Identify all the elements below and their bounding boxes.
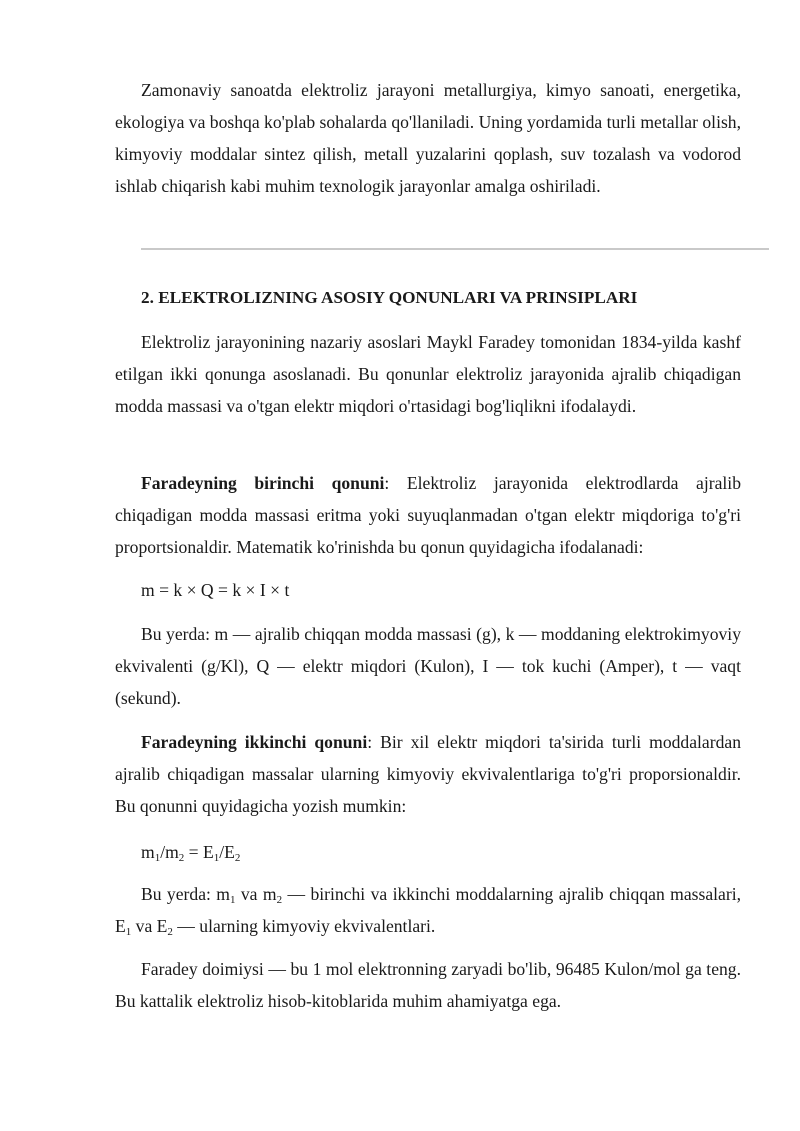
first-law-title: Faradeyning birinchi qonuni [141,473,385,493]
section-paragraph-1: Elektroliz jarayonining nazariy asoslari Maykl Faradey tomonidan 1834-yilda kashf etilgan ikki qonunga asoslanadi. Bu qonunlar elektroliz jarayonida ajralib chiqadigan modda massasi va o'tgan elektr miqdori o'rtasidagi bog'liqlikni ifodalaydi. [115,332,741,416]
faraday-constant-paragraph: Faradey doimiysi — bu 1 mol elektronning zaryadi bo'lib, 96485 Kulon/mol ga teng. Bu kattalik elektroliz hisob-kitoblarida muhim ahamiyatga ega. [115,959,741,1011]
first-law-paragraph [115,467,741,563]
second-law-formula: $m_1/m_2 = E_1/E_2$ [141,842,241,864]
section-divider [141,248,769,250]
second-law-paragraph [115,726,741,822]
first-law-explanation: Bu yerda: m — ajralib chiqqan modda massasi (g), k — moddaning elektrokimyoviy ekvivalenti (g/Kl), Q — elektr miqdori (Kulon), I — tok kuchi (Amper), t — vaqt (sekund). [115,624,741,708]
intro-paragraph: Zamonaviy sanoatda elektroliz jarayoni metallurgiya, kimyo sanoati, energetika, ekologiya va boshqa ko'plab sohalarda qo'llaniladi. Uning yordamida turli metallar olish, kimyoviy moddalar sintez qilish, metall yuzalarini qoplash, suv tozalash va vodorod ishlab chiqarish kabi muhim texnologik jarayonlar amalga oshiriladi. [115,80,741,196]
first-law-text: : Elektroliz jarayonida elektrodlarda ajralib chiqadigan modda massasi eritma yoki suyuqlanmadan o'tgan elektr miqdoriga to'g'ri proportsionaldir. Matematik ko'rinishda bu qonun quyidagicha ifodalanadi: [115,473,741,557]
first-law-formula: m = k × Q = k × I × t [141,580,290,600]
second-law-title: Faradeyning ikkinchi qonuni [141,732,368,752]
section-heading: 2. ELEKTROLIZNING ASOSIY QONUNLARI VA PRINSIPLARI [141,288,638,307]
second-law-explanation: Bu yerda: $m_1$ va $m_2$ — birinchi va ikkinchi moddalarning ajralib chiqqan massalari, $E_1$ va $E_2$ — ularning kimyoviy ekvivalentlari. [115,884,741,938]
second-law-text: : Bir xil elektr miqdori ta'sirida turli moddalardan ajralib chiqadigan massalar ularning kimyoviy ekvivalentlariga to'g'ri proporsionaldir. Bu qonunni quyidagicha yozish mumkin: [115,732,741,816]
